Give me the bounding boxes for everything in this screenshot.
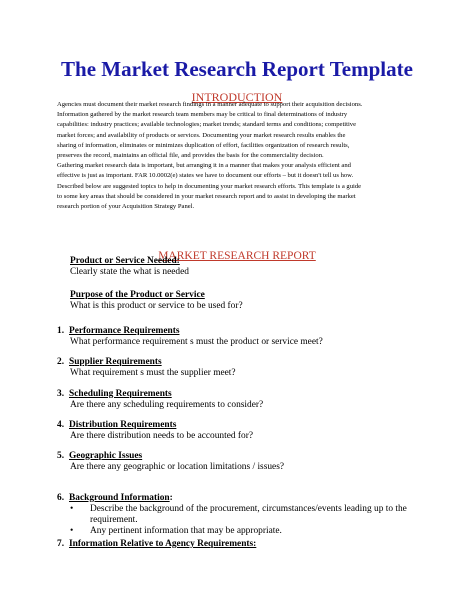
section-title-performance (57, 326, 179, 337)
section-body-purpose: What is this product or service to be used for? (70, 301, 243, 311)
intro-line: to some key areas that should be considered in your market research report and to assist in developing the market (57, 192, 356, 200)
section-title-colon: : (169, 493, 173, 503)
section-number: 6. (57, 493, 65, 503)
section-title-agency (57, 539, 256, 550)
section-title-text: Distribution Requirements (69, 420, 177, 430)
section-number: 7. (57, 539, 65, 549)
list-item (70, 526, 420, 537)
section-title-text: Information Relative to Agency Requirements: (69, 539, 257, 549)
introduction-heading: INTRODUCTION (191, 90, 283, 104)
intro-line: effective is just as important. FAR 10.0002(e) states we have to document our efforts – but it doesn't tell us how. (57, 172, 354, 180)
intro-line: preserves the record, maintains an official file, and provides the basis for the commerciality decision. (57, 152, 324, 160)
section-number: 2. (57, 357, 65, 367)
section-body-supplier: What requirement s must the supplier meet? (70, 368, 236, 378)
section-body-distribution: Are there distribution needs to be accounted for? (70, 431, 254, 441)
section-number: 3. (57, 389, 65, 399)
bullet-text: Any pertinent information that may be appropriate. (90, 526, 282, 536)
section-title-text: Scheduling Requirements (69, 389, 172, 399)
section-body-scheduling: Are there any scheduling requirements to consider? (70, 400, 264, 410)
section-body-product-needed: Clearly state the what is needed (70, 267, 189, 277)
bullet-text: Describe the background of the procurement, circumstances/events leading up to the requirement. (90, 504, 407, 525)
section-title-text: Background Information (69, 493, 170, 503)
intro-line: Described below are suggested topics to help in documenting your market research efforts. This template is a guide (57, 182, 362, 190)
market-research-report-heading: MARKET RESEARCH REPORT (158, 250, 316, 262)
section-title-purpose: Purpose of the Product or Service (70, 290, 205, 300)
section-title-text: Geographic Issues (69, 451, 143, 461)
section-title-product-needed: Product or Service Needed: (70, 256, 180, 266)
intro-line: sharing of information, eliminates or minimizes duplication of effort, facilities organization of research results, (57, 141, 350, 149)
section-body-geographic: Are there any geographic or location limitations / issues? (70, 462, 284, 472)
intro-line: capabilities: industry practices; available technologies; market trends; standard terms and conditions; competitive (57, 121, 357, 129)
list-item (70, 504, 420, 526)
section-number: 1. (57, 326, 65, 336)
intro-line: market forces; and availability of products or services. Documenting your market research results enables the (57, 131, 346, 139)
section-title-supplier (57, 357, 162, 368)
document-title: The Market Research Report Template (61, 57, 413, 81)
intro-line: research portion of your Acquisition Strategy Panel. (57, 203, 195, 211)
intro-line: Gathering market research data is important, but arranging it in a manner that makes your analysis efficient and (57, 162, 351, 170)
section-title-geographic (57, 451, 142, 462)
section-title-background (57, 493, 173, 504)
bullet-icon: • (70, 526, 74, 536)
section-number: 4. (57, 420, 65, 430)
intro-line: Agencies must document their market research findings in a manner adequate to support their acquisition decisions. (57, 101, 363, 108)
section-title-scheduling (57, 389, 172, 400)
intro-line: Information gathered by the market research team members may be critical to final determinations of industry (57, 111, 348, 119)
bullet-icon: • (70, 504, 74, 514)
section-title-text: Supplier Requirements (69, 357, 162, 367)
section-title-text: Performance Requirements (69, 326, 180, 336)
background-bullets (70, 504, 420, 537)
section-body-performance: What performance requirement s must the product or service meet? (70, 337, 323, 347)
section-number: 5. (57, 451, 65, 461)
section-title-distribution (57, 420, 176, 431)
introduction-text (57, 100, 427, 212)
